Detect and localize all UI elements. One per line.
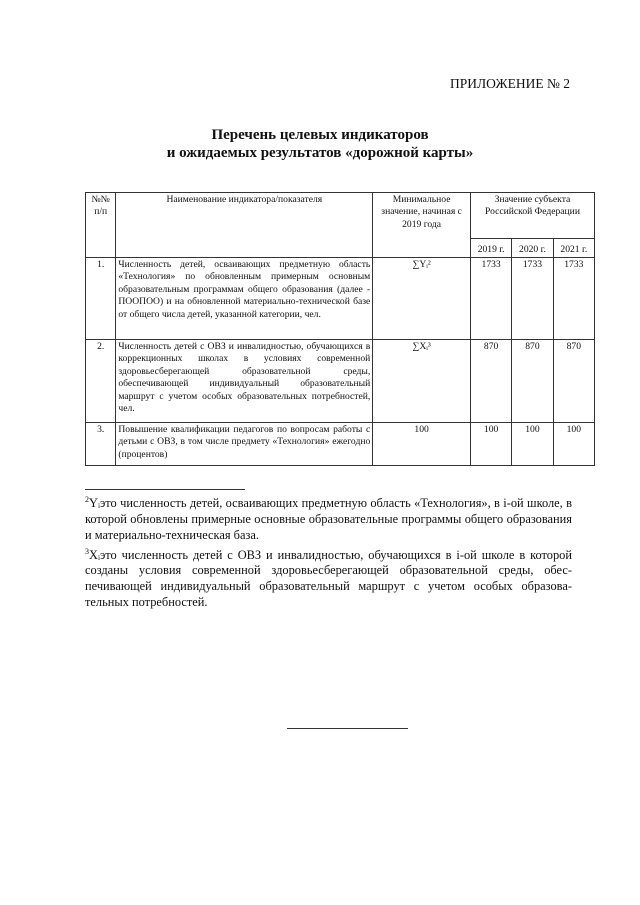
table-row bbox=[86, 258, 595, 340]
table-row bbox=[86, 423, 595, 466]
row-value-2020: 100 bbox=[512, 423, 553, 466]
title-line-1: Перечень целевых индикаторов bbox=[211, 127, 429, 143]
row-name: Численность детей с ОВЗ и инвалидностью, обучающихся в коррекционных школах в условиях современной здоровьесберегающей образовательной среды, обеспечивающей индивидуальный образовательный маршрут с учетом особых образовательных потребностей, чел. bbox=[116, 340, 373, 423]
table-header-row bbox=[86, 193, 595, 239]
row-value-2019: 870 bbox=[470, 340, 511, 423]
footnote-mark: 2 bbox=[85, 495, 89, 504]
row-value-2021: 1733 bbox=[553, 258, 594, 340]
header-year-2020: 2020 г. bbox=[512, 239, 553, 258]
footnotes bbox=[85, 492, 572, 611]
row-name: Численность детей, осваивающих предметную область «Технология» по обновленным примерным основным образовательным программам общего образования (далее - ПООПОО) и на обновленной материально-технической базе от общего числа детей, указанной категории, чел. bbox=[116, 258, 373, 340]
footnote-item bbox=[85, 544, 572, 611]
row-num: 3. bbox=[86, 423, 116, 466]
footnote-mark: 3 bbox=[85, 546, 89, 556]
table-row bbox=[86, 340, 595, 423]
row-value-2021: 100 bbox=[553, 423, 594, 466]
header-year-2019: 2019 г. bbox=[470, 239, 511, 258]
signature-line bbox=[287, 728, 408, 729]
footnote-separator bbox=[85, 489, 245, 490]
row-min: 100 bbox=[373, 423, 471, 466]
row-value-2020: 1733 bbox=[512, 258, 553, 340]
row-value-2020: 870 bbox=[512, 340, 553, 423]
row-num: 2. bbox=[86, 340, 116, 423]
row-value-2019: 1733 bbox=[470, 258, 511, 340]
footnote-text: Yᵢэто численность детей, осваивающих предметную область «Технология», в i-ой школе, в которой обновлены примерные основные образовательные программы общего образования и материально-техническая база. bbox=[85, 496, 572, 542]
row-num: 1. bbox=[86, 258, 116, 340]
header-min: Минимальное значение, начиная с 2019 года bbox=[373, 193, 471, 258]
footnote-text: Xᵢэто численность детей с ОВЗ и инвалидностью, обучающихся в i-ой школе в которой созданы условия современной здоровьесберегающей образовательной среды, обеспечивающей индивидуальный образовательный маршрут с учетом особых образовательных потребностей. bbox=[85, 547, 572, 610]
row-name: Повышение квалификации педагогов по вопросам работы с детьми с ОВЗ, в том числе предмету «Технология» ежегодно (процентов) bbox=[116, 423, 373, 466]
row-min: ∑Xᵢ³ bbox=[373, 340, 471, 423]
indicators-table bbox=[85, 192, 595, 466]
row-value-2019: 100 bbox=[470, 423, 511, 466]
row-value-2021: 870 bbox=[553, 340, 594, 423]
title-line-2: и ожидаемых результатов «дорожной карты» bbox=[166, 145, 474, 161]
row-min: ∑Yᵢ² bbox=[373, 258, 471, 340]
document-title bbox=[0, 126, 640, 162]
header-year-2021: 2021 г. bbox=[553, 239, 594, 258]
appendix-label: ПРИЛОЖЕНИЕ № 2 bbox=[449, 76, 570, 91]
header-name: Наименование индикатора/показателя bbox=[116, 193, 373, 258]
footnote-item bbox=[85, 492, 572, 544]
header-num: №№ п/п bbox=[86, 193, 116, 258]
header-subject: Значение субъекта Российской Федерации bbox=[470, 193, 594, 239]
